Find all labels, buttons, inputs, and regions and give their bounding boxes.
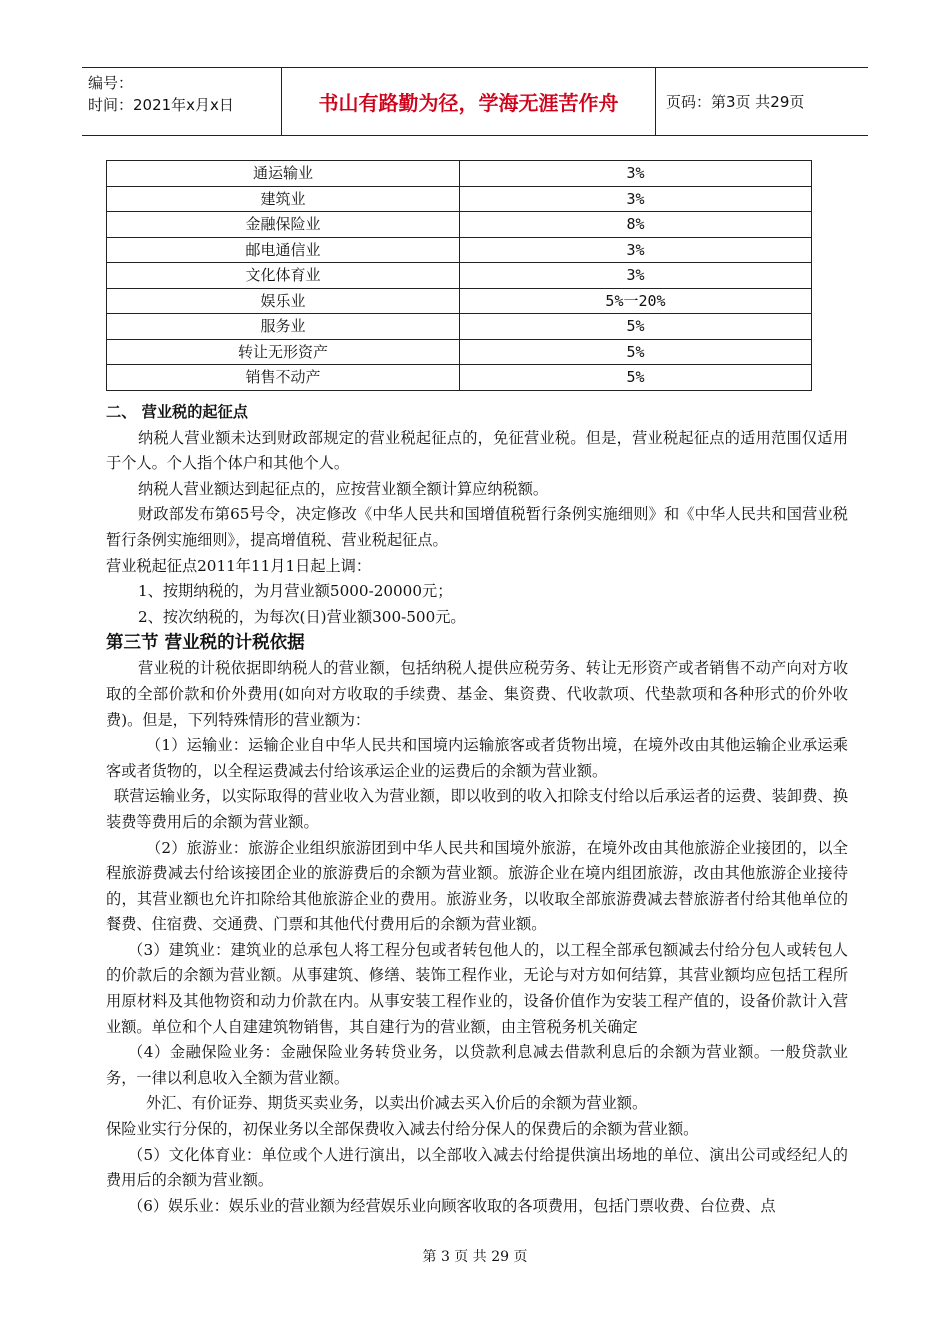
page-header [82,67,868,136]
table-row [107,237,812,263]
industry-cell: 建筑业 [107,186,460,212]
paragraph: 外汇、有价证券、期货买卖业务，以卖出价减去买入价后的余额为营业额。 [146,1094,648,1113]
rate-cell: 5% [460,339,812,365]
header-meta [82,68,282,135]
paragraph: 纳税人营业额未达到财政部规定的营业税起征点的，免征营业税。但是，营业税起征点的适用范围仅适用于个人。个人指个体户和其他个人。 [106,428,848,473]
paragraph: 营业税起征点2011年11月1日起上调： [106,556,372,575]
section-heading-threshold: 二、 营业税的起征点 [106,403,248,421]
industry-cell: 邮电通信业 [107,237,460,263]
section-heading-tax-basis: 第三节 营业税的计税依据 [106,633,305,654]
table-row [107,212,812,238]
rate-cell: 5% [460,314,812,340]
paragraph: （4）金融保险业务：金融保险业务转贷业务，以贷款利息减去借款利息后的余额为营业额。一般贷款业务，一律以利息收入全额为营业额。 [106,1043,848,1087]
document-body [106,400,848,1219]
rate-cell: 5% [460,365,812,391]
industry-cell: 销售不动产 [107,365,460,391]
paragraph: （6）娱乐业：娱乐业的营业额为经营娱乐业向顾客收取的各项费用，包括门票收费、台位费、点 [128,1196,776,1215]
industry-cell: 娱乐业 [107,288,460,314]
table-row [107,365,812,391]
header-number-label: 编号： [88,74,134,92]
rate-cell: 3% [460,186,812,212]
table-row [107,161,812,187]
paragraph: （3）建筑业：建筑业的总承包人将工程分包或者转包他人的，以工程全部承包额减去付给分包人或转包人的价款后的余额为营业额。从事建筑、修缮、装饰工程作业，无论与对方如何结算，其营业额均应包括工程所用原材料及其他物资和动力价款在内。从事安装工程作业的，设备价值作为安装工程产值的，设备价款计入营业额。单位和个人自建建筑物销售，其自建行为的营业额，由主管税务机关确定 [106,940,848,1036]
header-motto: 书山有路勤为径，学海无涯苦作舟 [282,68,656,135]
paragraph: （5）文化体育业：单位或个人进行演出，以全部收入减去付给提供演出场地的单位、演出公司或经纪人的费用后的余额为营业额。 [106,1145,848,1190]
paragraph: （1）运输业：运输企业自中华人民共和国境内运输旅客或者货物出境，在境外改由其他运输企业承运乘客或者货物的，以全程运费减去付给该承运企业的运费后的余额为营业额。 [106,736,848,780]
table-row [107,339,812,365]
rate-cell: 3% [460,161,812,187]
rate-cell: 3% [460,263,812,289]
list-item: 1、按期纳税的，为月营业额5000-20000元； [138,582,453,601]
page-footer: 第 3 页 共 29 页 [422,1249,528,1265]
paragraph: 营业税的计税依据即纳税人的营业额，包括纳税人提供应税劳务、转让无形资产或者销售不动产向对方收取的全部价款和价外费用(如向对方收取的手续费、基金、集资费、代收款项、代垫款项和各种形式的价外收费)。但是，下列特殊情形的营业额为： [106,659,848,729]
rate-cell: 8% [460,212,812,238]
paragraph: 联营运输业务，以实际取得的营业收入为营业额，即以收到的收入扣除支付给以后承运者的运费、装卸费、换装费等费用后的余额为营业额。 [106,787,848,831]
table-row [107,263,812,289]
industry-cell: 转让无形资产 [107,339,460,365]
rate-cell: 5%一20% [460,288,812,314]
list-item: 2、按次纳税的，为每次(日)营业额300-500元。 [138,607,466,626]
industry-cell: 文化体育业 [107,263,460,289]
industry-cell: 通运输业 [107,161,460,187]
paragraph: 保险业实行分保的，初保业务以全部保费收入减去付给分保人的保费后的余额为营业额。 [106,1120,699,1139]
paragraph: 财政部发布第65号令，决定修改《中华人民共和国增值税暂行条例实施细则》和《中华人民共和国营业税暂行条例实施细则》，提高增值税、营业税起征点。 [106,505,848,549]
header-date: 时间：2021年x月x日 [88,96,234,114]
industry-cell: 服务业 [107,314,460,340]
table-row [107,186,812,212]
paragraph: （2）旅游业：旅游企业组织旅游团到中华人民共和国境外旅游，在境外改由其他旅游企业接团的，以全程旅游费减去付给该接团企业的旅游费后的余额为营业额。旅游企业在境内组团旅游，改由其他旅游企业接待的，其营业额也允许扣除给其他旅游企业的费用。旅游业务，以收取全部旅游费减去替旅游者付给其他单位的餐费、住宿费、交通费、门票和其他代付费用后的余额为营业额。 [106,838,848,934]
table-row [107,314,812,340]
industry-cell: 金融保险业 [107,212,460,238]
tax-rate-table [106,160,812,391]
table-row [107,288,812,314]
rate-cell: 3% [460,237,812,263]
header-page-info: 页码：第3页 共29页 [666,93,805,111]
paragraph: 纳税人营业额达到起征点的，应按营业额全额计算应纳税额。 [138,479,549,498]
